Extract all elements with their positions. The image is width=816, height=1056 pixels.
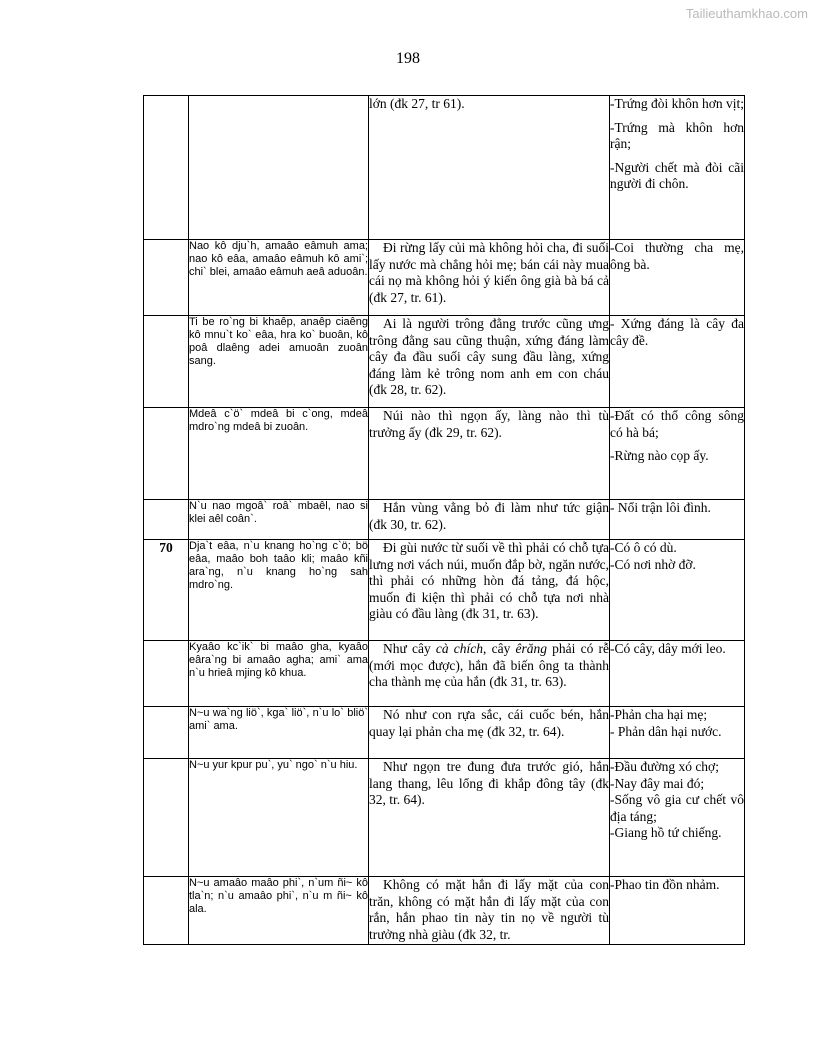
table-row [144,408,745,500]
bahnar-text [189,96,369,240]
row-number [144,316,189,408]
bahnar-text: N~u amaâo maâo phi`, n`um ñi~ kô tla`n; n`u amaâo phi`, n`u m ñi~ kô ala. [189,877,369,945]
equivalent-proverbs [610,707,745,759]
vietnamese-translation: Nó như con rựa sắc, cái cuốc bén, hắn quay lại phản cha mẹ (đk 32, tr. 64). [369,707,610,759]
row-number [144,240,189,316]
bahnar-text: N~u wa`ng liö`, kga` liö`, n`u lo` bliö` ami` ama. [189,707,369,759]
vietnamese-translation: Núi nào thì ngọn ấy, làng nào thì tù trưởng ấy (đk 29, tr. 62). [369,408,610,500]
equivalent-proverbs [610,96,745,240]
bahnar-text: N~u yur kpur pu`, yu` ngo` n`u hiu. [189,759,369,877]
table-row [144,877,745,945]
vietnamese-translation: Như ngọn tre đung đưa trước gió, hắn lang thang, lêu lổng đi khắp đông tây (đk 32, tr. 64). [369,759,610,877]
table-body [144,96,745,945]
equivalent-proverbs [610,759,745,877]
vietnamese-translation: Không có mặt hắn đi lấy mặt của con trăn, không có mặt hắn đi lấy mặt của con rắn, hắn phao tin này tin nọ về người tù trưởng nhà giàu (đk 32, tr. [369,877,610,945]
vietnamese-translation: Hắn vùng vằng bỏ đi làm như tức giận (đk 30, tr. 62). [369,500,610,540]
bahnar-text: Nao kô dju`h, amaâo eâmuh ama; nao kô eâa, amaâo eâmuh kô ami`; chi` blei, amaâo eâmuh aeâ aduoân. [189,240,369,316]
proverb-line: -Rừng nào cọp ấy. [610,448,709,463]
bahnar-text: Dja`t eâa, n`u knang ho`ng c`ö; bö eâa, maâo boh taâo kli; maâo kñi ara`ng, n`u knang ho`ng sah mdro`ng. [189,540,369,641]
table-row [144,707,745,759]
row-number: 70 [144,540,189,641]
proverb-line: -Có ô có dù. [610,540,677,555]
vietnamese-translation: Ai là người trông đằng trước cũng ưng trông đằng sau cũng thuận, xứng đáng làm cây đa đầu suối cây sung đầu làng, xứng đáng làm kẻ trông nom anh em con cháu (đk 28, tr. 62). [369,316,610,408]
row-number [144,96,189,240]
row-number [144,707,189,759]
table-row [144,500,745,540]
table-row [144,96,745,240]
proverb-line: -Giang hồ tứ chiếng. [610,825,722,840]
row-number [144,877,189,945]
equivalent-proverbs [610,316,745,408]
proverb-line: -Người chết mà đòi cãi người đi chôn. [610,159,744,191]
proverb-line: -Đầu đường xó chợ; [610,759,719,774]
table-row [144,316,745,408]
row-number [144,500,189,540]
proverb-line: -Có nơi nhờ đỡ. [610,556,696,572]
bahnar-text: Kyaâo kc`ik` bi maâo gha, kyaâo eâra`ng bi amaâo agha; ami` ama n`u hrieâ mjing kô khua. [189,641,369,707]
table-row [144,540,745,641]
vietnamese-translation: Đi gùi nước từ suối về thì phải có chỗ tựa lưng nơi vách núi, muốn đắp bờ, ngăn nước, thì phải có những hòn đá tảng, đá hộc, muốn đi kiện thì phải có chỗ tựa nơi nhà giàu có đầu làng (đk 31, tr. 63). [369,540,610,641]
watermark: Tailieuthamkhao.com [685,6,808,21]
vietnamese-translation: Đi rừng lấy củi mà không hỏi cha, đi suối lấy nước mà chẳng hỏi mẹ; bán cái này mua cái nọ mà không hỏi ý kiến ông già bà bá cả (đk 27, tr. 61). [369,240,610,316]
row-number [144,641,189,707]
table-row [144,641,745,707]
proverb-line: -Coi thường cha mẹ, ông bà. [610,240,744,272]
bahnar-text: Mdeâ c`ö` mdeâ bi c`ong, mdeâ mdro`ng mdeâ bi zuoân. [189,408,369,500]
equivalent-proverbs [610,500,745,540]
equivalent-proverbs [610,641,745,707]
row-number [144,408,189,500]
proverb-line: - Nổi trận lôi đình. [610,500,711,515]
vietnamese-translation: lớn (đk 27, tr 61). [369,96,610,240]
proverb-line: -Trứng mà khôn hơn rận; [610,119,744,151]
proverb-line: -Nay đây mai đó; [610,775,705,791]
proverb-line: -Đất có thổ công sông có hà bá; [610,408,744,440]
proverb-table [143,95,745,945]
equivalent-proverbs [610,540,745,641]
table-row [144,240,745,316]
proverb-line: -Trứng đòi khôn hơn vịt; [610,96,744,111]
equivalent-proverbs [610,877,745,945]
equivalent-proverbs [610,408,745,500]
bahnar-text: Ti be ro`ng bi khaêp, anaêp ciaêng kô mnu`t ko` eâa, hra ko` buoân, kô poâ dlaêng adei amuoân zuoân sang. [189,316,369,408]
table-row [144,759,745,877]
proverb-line: -Phao tin đồn nhảm. [610,877,720,892]
proverb-line: -Phản cha hại mẹ; [610,707,708,722]
proverb-line: - Phản dân hại nước. [610,723,722,739]
proverb-line: - Xứng đáng là cây đa cây đề. [610,316,744,348]
bahnar-text: N`u nao mgoâ` roâ` mbaêl, nao si klei aêl coân`. [189,500,369,540]
vietnamese-translation: Như cây cà chích, cây êrăng phải có rễ (mới mọc được), hắn đã biến ông ta thành cha thành mẹ của hắn (đk 31, tr. 63). [369,641,610,707]
equivalent-proverbs [610,240,745,316]
row-number [144,759,189,877]
page-number: 198 [396,50,420,67]
proverb-line: -Sống vô gia cư chết vô địa táng; [610,792,744,824]
proverb-line: -Có cây, dây mới leo. [610,641,726,656]
